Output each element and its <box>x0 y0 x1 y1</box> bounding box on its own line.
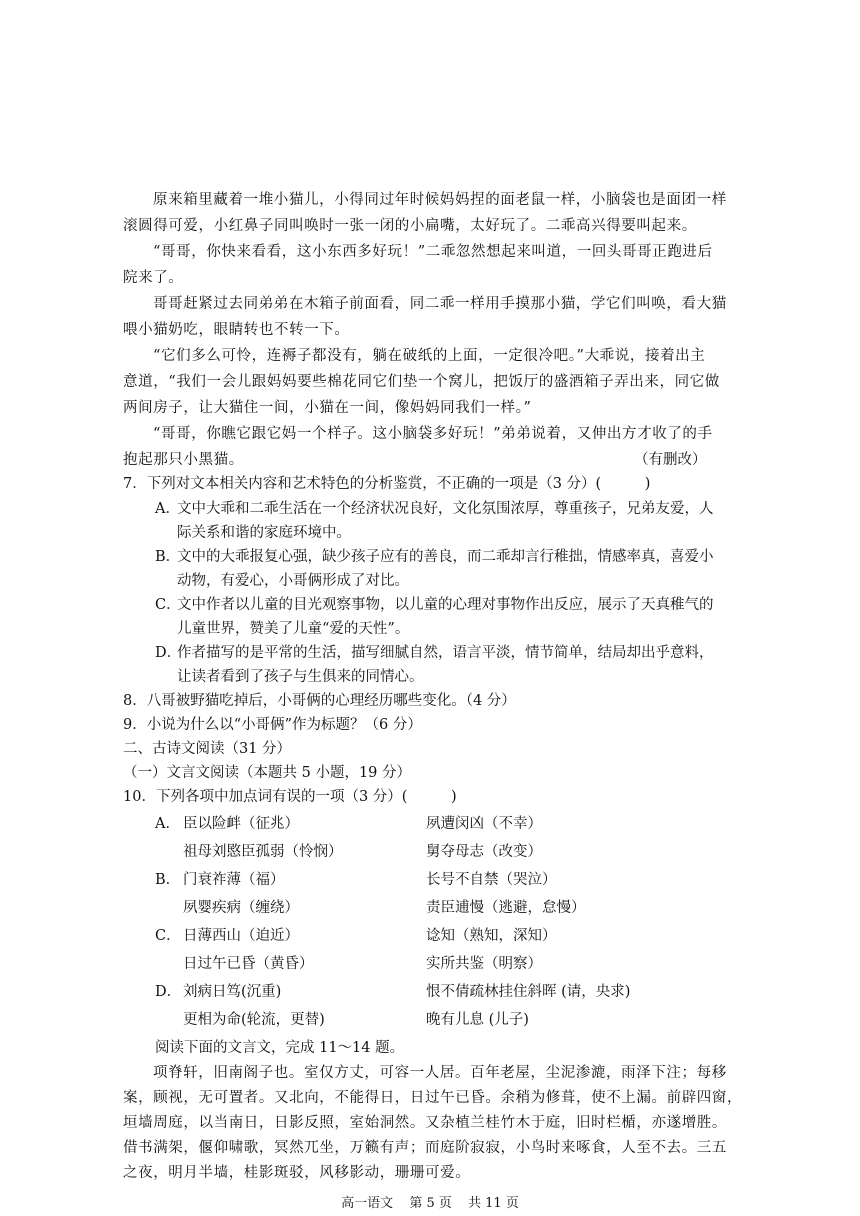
footer-page-number: 第 5 页 <box>409 1196 452 1211</box>
q7-option-a-cont: 际关系和谐的家庭环境中。 <box>177 525 351 541</box>
q7-option-b-cont: 动物，有爱心，小哥俩形成了对比。 <box>177 573 409 589</box>
q10-option-b-item2: 长号不自禁（哭泣） <box>426 872 557 888</box>
q7-option-b <box>155 546 714 568</box>
q10-option-b-item3: 夙婴疾病（缠绕） <box>183 900 299 916</box>
q7-option-d-text: 作者描写的是平常的生活，描写细腻自然，语言平淡，情节简单，结局却出乎意料， <box>177 645 714 661</box>
q10-option-b-item4: 责臣逋慢（逃避，怠慢） <box>426 900 586 916</box>
q10-option-a-item3: 祖母刘愍臣孤弱（怜悯） <box>183 844 343 860</box>
footer-subject: 高一语文 <box>341 1196 394 1211</box>
q7-option-a <box>155 498 714 520</box>
q7-option-d-cont: 让读者看到了孩子与生俱来的同情心。 <box>177 669 424 685</box>
classical-line3: 垣墙周庭，以当南日，日影反照，室始洞然。又杂植兰桂竹木于庭，旧时栏楯，亦遂增胜。 <box>123 1115 727 1131</box>
story-p2-line1: “哥哥，你快来看看，这小东西多好玩！”二乖忽然想起来叫道，一回头哥哥正跑进后 <box>153 244 713 260</box>
q10-option-c-item1: 日薄西山（迫近） <box>183 928 299 944</box>
q10-option-d-item1: 刘病日笃(沉重) <box>183 984 282 1000</box>
footer-total-pages: 共 11 页 <box>468 1196 519 1211</box>
q7-option-b-letter: B． <box>155 549 181 565</box>
classical-line2: 案，顾视，无可置者。又北向，不能得日，日过午已昏。余稍为修葺，使不上漏。前辟四窗， <box>123 1090 743 1106</box>
story-p4-line1: “它们多么可怜，连褥子都没有，躺在破纸的上面，一定很冷吧。”大乖说，接着出主 <box>153 348 706 364</box>
q10-option-d-letter: D． <box>155 984 182 1000</box>
q10-option-a-item1: 臣以险衅（征兆） <box>183 816 299 832</box>
q10-option-d-item2: 恨不倩疏林挂住斜晖 (请，央求) <box>426 984 631 1000</box>
story-p5-line1: “哥哥，你瞧它跟它妈一个样子。这小脑袋多好玩！”弟弟说着，又伸出方才收了的手 <box>153 426 713 442</box>
reading-instruction: 阅读下面的文言文，完成 11～14 题。 <box>155 1040 405 1056</box>
q7-option-d-letter: D． <box>155 645 182 661</box>
q7-option-c-cont: 儿童世界，赞美了儿童“爱的天性”。 <box>177 621 410 637</box>
story-p1-line1: 原来箱里藏着一堆小猫儿，小得同过年时候妈妈捏的面老鼠一样，小脑袋也是面团一样 <box>153 192 727 208</box>
q7-option-d <box>155 642 714 664</box>
section-heading: 二、古诗文阅读（31 分） <box>123 741 292 757</box>
classical-line1: 项脊轩，旧南阁子也。室仅方丈，可容一人居。百年老屋，尘泥渗漉，雨泽下注；每移 <box>153 1065 727 1081</box>
story-p5-line2: 抱起那只小黑猫。 <box>123 452 244 468</box>
q9: 9．小说为什么以“小哥俩”作为标题？（6 分） <box>123 717 422 733</box>
q7-stem: 7．下列对文本相关内容和艺术特色的分析鉴赏，不正确的一项是（3 分）( ) <box>123 476 651 492</box>
q10-option-b-letter: B． <box>155 872 181 888</box>
q10-option-d-item3: 更相为命(轮流，更替) <box>183 1012 325 1028</box>
page-footer <box>0 1192 860 1211</box>
story-p1-line2: 滚圆得可爱，小红鼻子同叫唤时一张一闭的小扁嘴，太好玩了。二乖高兴得要叫起来。 <box>123 218 697 234</box>
story-p4-line3: 两间房子，让大猫住一间，小猫在一间，像妈妈同我们一样。” <box>123 400 532 416</box>
q7-option-a-text: 文中大乖和二乖生活在一个经济状况良好，文化氛围浓厚，尊重孩子，兄弟友爱，人 <box>177 501 714 517</box>
q7-option-c <box>155 594 714 616</box>
q10-option-c-letter: C． <box>155 928 181 944</box>
q10-option-d-item4: 晚有儿息 (儿子) <box>426 1012 529 1028</box>
source-note: （有删改） <box>634 452 707 468</box>
classical-line4: 借书满架，偃仰啸歌，冥然兀坐，万籁有声；而庭阶寂寂，小鸟时来啄食，人至不去。三五 <box>123 1140 727 1156</box>
q10-option-a-letter: A． <box>155 816 180 832</box>
q10-option-c-item3: 日过午已昏（黄昏） <box>183 956 314 972</box>
story-p3-line1: 哥哥赶紧过去同弟弟在木箱子前面看，同二乖一样用手摸那小猫，学它们叫唤，看大猫 <box>153 296 727 312</box>
q10-option-b-item1: 门衰祚薄（福） <box>183 872 285 888</box>
q10-option-a-item4: 舅夺母志（改变） <box>426 844 542 860</box>
q7-option-c-text: 文中作者以儿童的目光观察事物，以儿童的心理对事物作出反应，展示了天真稚气的 <box>177 597 714 613</box>
q7-option-a-letter: A． <box>155 501 180 517</box>
classical-line5: 之夜，明月半墙，桂影斑驳，风移影动，珊珊可爱。 <box>123 1165 471 1181</box>
q8: 8．八哥被野猫吃掉后，小哥俩的心理经历哪些变化。（4 分） <box>123 693 516 709</box>
subsection-heading: （一）文言文阅读（本题共 5 小题，19 分） <box>123 765 412 781</box>
q10-option-c-item2: 谂知（熟知，深知） <box>426 928 557 944</box>
q7-option-b-text: 文中的大乖报复心强，缺少孩子应有的善良，而二乖却言行稚拙，情感率真，喜爱小 <box>177 549 714 565</box>
q10-option-a-item2: 夙遭闵凶（不幸） <box>426 816 542 832</box>
story-p2-line2: 院来了。 <box>123 270 184 286</box>
story-p4-line2: 意道，“我们一会儿跟妈妈要些棉花同它们垫一个窝儿，把饭厅的盛酒箱子弄出来，同它做 <box>123 374 720 390</box>
story-p3-line2: 喂小猫奶吃，眼睛转也不转一下。 <box>123 322 350 338</box>
q10-stem: 10．下列各项中加点词有误的一项（3 分）( ) <box>123 789 457 805</box>
q10-option-c-item4: 实所共鉴（明察） <box>426 956 542 972</box>
q7-option-c-letter: C． <box>155 597 181 613</box>
